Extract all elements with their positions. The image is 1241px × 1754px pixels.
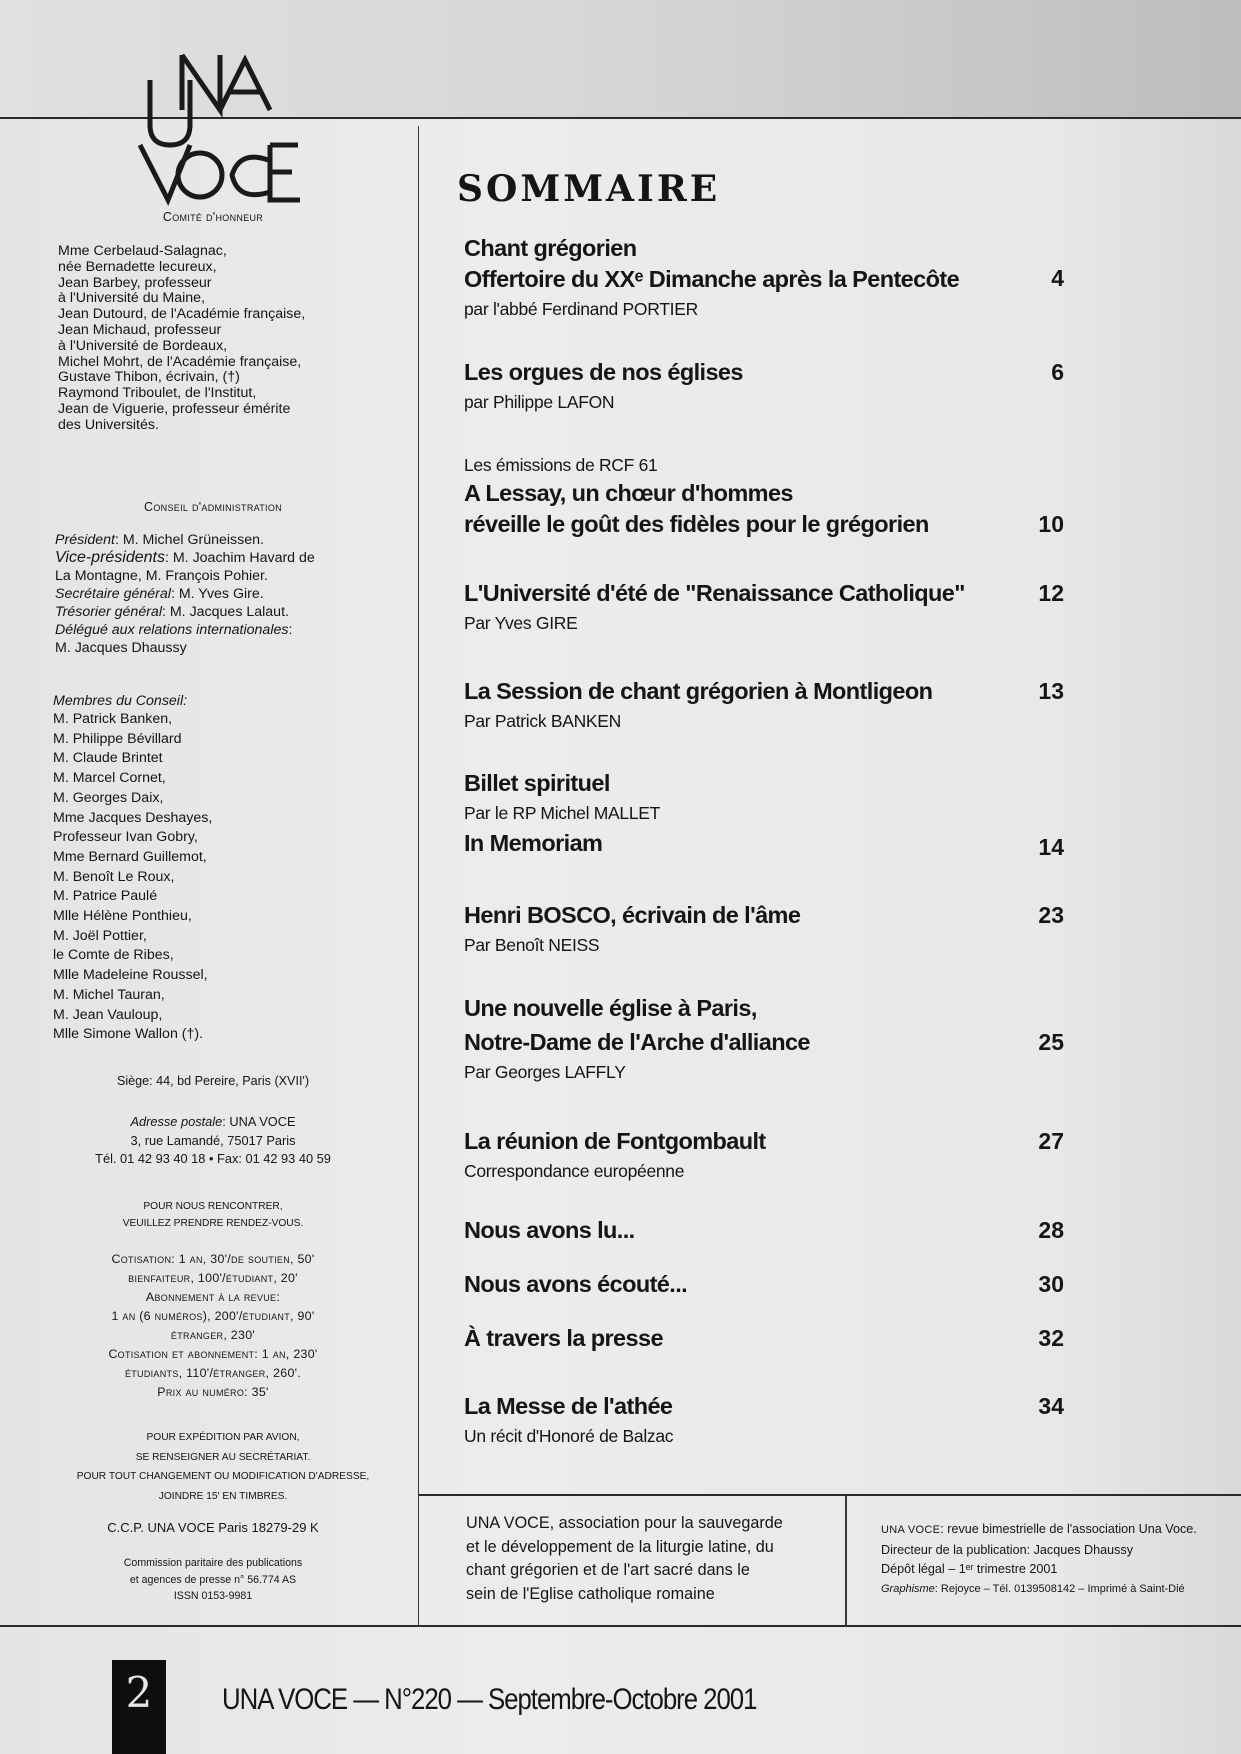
toc-entry: La Session de chant grégorien à Montligeon Par Patrick BANKEN 13	[464, 678, 1064, 731]
comite-line: à l'Université de Bordeaux,	[58, 337, 228, 354]
toc-entry: Henri BOSCO, écrivain de l'âme Par Benoît NEISS 23	[464, 902, 1064, 955]
comite-line: Jean Dutourd, de l'Académie française,	[58, 306, 306, 323]
toc-page: 28	[1038, 1217, 1064, 1243]
membre-line: M. Benoît Le Roux,	[53, 868, 175, 885]
adresse-line: Tél. 01 42 93 40 18 • Fax: 01 42 93 40 59	[95, 1151, 331, 1166]
toc-page: 12	[1038, 580, 1064, 606]
comite-line: née Bernadette lecureux,	[58, 258, 217, 275]
toc-page: 14	[1038, 834, 1064, 860]
rendez-vous-note: POUR NOUS RENCONTRER, VEUILLEZ PRENDRE RENDEZ-VOUS.	[122, 1201, 304, 1229]
expedition-note: POUR EXPÉDITION PAR AVION, SE RENSEIGNER AU SECRÉTARIAT. POUR TOUT CHANGEMENT OU MODIFICATION D'ADRESSE, JOINDRE 15' EN TIMBRES.	[76, 1432, 370, 1502]
comite-line: Jean Barbey, professeur	[58, 274, 212, 291]
comite-line: à l'Université du Maine,	[58, 290, 206, 307]
toc-page: 23	[1038, 902, 1064, 928]
membre-line: M. Joël Pottier,	[53, 927, 147, 944]
conseil-title: Conseil d'administration	[144, 500, 282, 514]
toc-page: 13	[1038, 678, 1064, 704]
logo-letter-e	[270, 145, 300, 200]
comite-line: des Universités.	[58, 416, 159, 433]
membre-line: M. Patrick Banken,	[53, 711, 173, 727]
toc-page: 27	[1038, 1128, 1064, 1154]
comite-line: Jean Michaud, professeur	[58, 321, 222, 338]
ccp-number: C.C.P. UNA VOCE Paris 18279-29 K	[107, 1520, 319, 1535]
adresse-postale: Adresse postale: UNA VOCE 3, rue Lamandé, 75017 Paris Tél. 01 42 93 40 18 • Fax: 01 42 93 40 59	[48, 1113, 378, 1169]
membre-line: Mlle Simone Wallon (†).	[53, 1026, 204, 1043]
toc-entry: Chant grégorien Offertoire du XXᵉ Dimanche après la Pentecôte par l'abbé Ferdinand PORTIER 4	[464, 235, 1064, 319]
bureau-line: Délégué aux relations internationales:	[55, 622, 293, 638]
comite-line: Raymond Triboulet, de l'Institut,	[58, 385, 257, 402]
footer-title: UNA VOCE — N°220 — Septembre-Octobre 2001	[222, 1683, 757, 1716]
commission-paritaire: Commission paritaire des publications et agences de presse n° 56.774 AS ISSN 0153-9981	[123, 1557, 303, 1602]
column-divider	[418, 126, 419, 1626]
toc-entry: Les orgues de nos églises par Philippe LAFON 6	[464, 359, 1064, 412]
toc-page: 32	[1038, 1325, 1064, 1351]
toc-page: 10	[1038, 511, 1064, 537]
bureau-line: M. Jacques Dhaussy	[55, 640, 187, 656]
sommaire-title: SOMMAIRE	[457, 168, 721, 210]
comite-list	[58, 244, 378, 434]
membre-line: Mme Jacques Deshayes,	[53, 809, 213, 826]
comite-line: Gustave Thibon, écrivain, (†)	[58, 369, 240, 386]
una-voce-logo-svg	[120, 50, 320, 210]
toc-entry: Billet spirituel Par le RP Michel MALLET In Memoriam 14	[464, 770, 1064, 860]
page-number: 2	[125, 1668, 153, 1717]
bureau-line: La Montagne, M. François Pohier.	[55, 568, 268, 584]
toc-page: 4	[1051, 265, 1064, 291]
membre-line: M. Claude Brintet	[53, 750, 163, 767]
toc-page: 25	[1038, 1029, 1064, 1055]
siege: Siège: 44, bd Pereire, Paris (XVII')	[116, 1074, 310, 1088]
una-voce-logo	[120, 50, 320, 210]
membre-line: Mlle Hélène Ponthieu,	[53, 908, 192, 925]
toc-entry: Une nouvelle église à Paris, Notre-Dame de l'Arche d'alliance Par Georges LAFFLY 25	[464, 995, 1064, 1082]
membre-line: le Comte de Ribes,	[53, 947, 174, 964]
adresse-line: 3, rue Lamandé, 75017 Paris	[130, 1132, 296, 1148]
membre-line: Professeur Ivan Gobry,	[53, 829, 198, 846]
membres-list	[53, 692, 383, 1045]
membre-line: Mlle Madeleine Roussel,	[53, 967, 208, 984]
toc-page: 34	[1038, 1393, 1064, 1419]
membre-line: M. Marcel Cornet,	[53, 770, 166, 787]
toc-entry: Nous avons lu... 28	[464, 1217, 1064, 1243]
bureau-list	[55, 531, 385, 657]
membre-line: Mme Bernard Guillemot,	[53, 848, 207, 865]
box-divider	[845, 1496, 847, 1626]
bureau-line: Secrétaire général: M. Yves Gire.	[55, 586, 264, 602]
membre-line: M. Philippe Bévillard	[53, 730, 182, 747]
logo-letter-a	[220, 60, 270, 110]
bureau-line: Trésorier général: M. Jacques Lalaut.	[55, 604, 289, 620]
comite-line: Mme Cerbelaud-Salagnac,	[58, 243, 227, 259]
revue-box: UNA VOCE: revue bimestrielle de l'association Una Voce. Directeur de la publication: Jacques Dhaussy Dépôt légal – 1ᵉʳ trimestre 2001 Graphisme: Rejoyce – Tél. 0139508142 – Imprimé à Saint-Dié	[881, 1522, 1197, 1595]
comite-title: Comité d'honneur	[162, 210, 264, 224]
association-box: UNA VOCE, association pour la sauvegarde et le développement de la liturgie latine, du chant grégorien et de l'art sacré dans le sein de l'Eglise catholique romaine	[466, 1514, 783, 1603]
membre-line: M. Patrice Paulé	[53, 888, 158, 905]
toc-page: 6	[1051, 359, 1064, 385]
adresse-label: Adresse postale	[130, 1114, 223, 1129]
logo-letter-c	[232, 157, 270, 195]
comite-line: Jean de Viguerie, professeur émérite	[58, 400, 291, 417]
membres-title: Membres du Conseil:	[53, 693, 188, 709]
membre-line: M. Michel Tauran,	[53, 986, 165, 1003]
membre-line: M. Georges Daix,	[53, 789, 164, 806]
toc-entry: La réunion de Fontgombault Correspondance européenne 27	[464, 1128, 1064, 1181]
comite-line: Michel Mohrt, de l'Académie française,	[58, 353, 302, 370]
membre-line: M. Jean Vauloup,	[53, 1006, 163, 1023]
toc-entry: La Messe de l'athée Un récit d'Honoré de Balzac 34	[464, 1393, 1064, 1446]
bottom-rule	[0, 1625, 1241, 1627]
logo-letter-o	[178, 153, 222, 197]
toc-entry: Les émissions de RCF 61 A Lessay, un chœur d'hommes réveille le goût des fidèles pour le grégorien 10	[464, 455, 1064, 537]
cotisation-block: Cotisation: 1 an, 30'/de soutien, 50' bienfaiteur, 100'/étudiant, 20' Abonnement à la revue: 1 an (6 numéros), 200'/étudiant, 90' étranger, 230' Cotisation et abonnement: 1 an, 230' étudiants, 110'/étranger, 260'. Prix au numéro: 35'	[108, 1252, 318, 1399]
box-top-rule	[418, 1494, 1241, 1496]
toc-page: 30	[1038, 1271, 1064, 1297]
bureau-line: Président: M. Michel Grüneissen.	[55, 532, 264, 548]
bureau-line: Vice-présidents: M. Joachim Havard de	[55, 549, 315, 566]
toc-entry: L'Université d'été de "Renaissance Catholique" Par Yves GIRE 12	[464, 580, 1064, 633]
toc-entry: Nous avons écouté... 30	[464, 1271, 1064, 1297]
toc-entry: À travers la presse 32	[464, 1325, 1064, 1351]
